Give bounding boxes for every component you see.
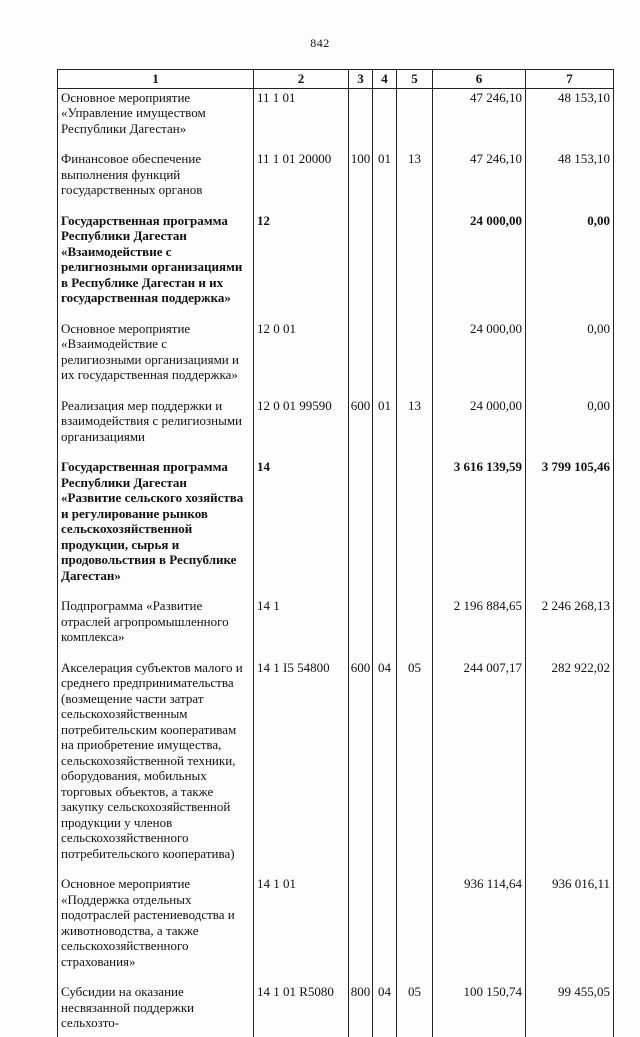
row-amount1-cell: 100 150,74	[433, 983, 526, 1037]
row-name-cell: Государственная программа Республики Дагестан «Развитие сельского хозяйства и регулирование рынков сельскохозяйственной продукции, сырья и продовольствия в Республике Дагестан»	[58, 458, 254, 597]
table-row	[58, 397, 614, 459]
row-col4-cell: 01	[373, 150, 397, 212]
row-col5-cell	[397, 597, 433, 659]
table-row	[58, 212, 614, 320]
row-amount1-cell: 24 000,00	[433, 397, 526, 459]
row-amount1-cell: 47 246,10	[433, 88, 526, 150]
row-col5-cell	[397, 212, 433, 320]
header-col-3: 3	[349, 70, 373, 89]
row-amount1-cell: 936 114,64	[433, 875, 526, 983]
row-code-cell: 14 1	[254, 597, 349, 659]
row-code-cell: 11 1 01	[254, 88, 349, 150]
table-row	[58, 320, 614, 397]
row-col4-cell: 04	[373, 983, 397, 1037]
row-col5-cell	[397, 458, 433, 597]
row-code-cell: 14	[254, 458, 349, 597]
table-row	[58, 597, 614, 659]
row-col4-cell	[373, 875, 397, 983]
row-col4-cell: 01	[373, 397, 397, 459]
row-name-cell: Финансовое обеспечение выполнения функций государственных органов	[58, 150, 254, 212]
header-col-2: 2	[254, 70, 349, 89]
row-col3-cell: 600	[349, 397, 373, 459]
row-amount1-cell: 3 616 139,59	[433, 458, 526, 597]
row-code-cell: 12 0 01 99590	[254, 397, 349, 459]
row-col5-cell	[397, 320, 433, 397]
row-name-cell: Подпрограмма «Развитие отраслей агропромышленного комплекса»	[58, 597, 254, 659]
row-name-cell: Реализация мер поддержки и взаимодействия с религиозными организациями	[58, 397, 254, 459]
row-col3-cell: 100	[349, 150, 373, 212]
row-code-cell: 12 0 01	[254, 320, 349, 397]
row-col3-cell	[349, 597, 373, 659]
row-col5-cell: 05	[397, 983, 433, 1037]
row-name-cell: Государственная программа Республики Дагестан «Взаимодействие с религиозными организациями в Республике Дагестан и их государственная поддержка»	[58, 212, 254, 320]
table-row	[58, 88, 614, 150]
budget-table	[57, 69, 614, 1037]
row-amount2-cell: 99 455,05	[526, 983, 614, 1037]
row-col4-cell: 04	[373, 659, 397, 876]
budget-table-container	[57, 69, 613, 1037]
row-amount1-cell: 24 000,00	[433, 320, 526, 397]
row-amount2-cell: 3 799 105,46	[526, 458, 614, 597]
row-code-cell: 12	[254, 212, 349, 320]
header-col-5: 5	[397, 70, 433, 89]
row-code-cell: 14 1 01	[254, 875, 349, 983]
row-col4-cell	[373, 212, 397, 320]
row-code-cell: 11 1 01 20000	[254, 150, 349, 212]
header-col-6: 6	[433, 70, 526, 89]
row-amount2-cell: 48 153,10	[526, 88, 614, 150]
row-name-cell: Основное мероприятие «Взаимодействие с религиозными организациями и их государственная поддержка»	[58, 320, 254, 397]
row-amount1-cell: 47 246,10	[433, 150, 526, 212]
row-amount2-cell: 0,00	[526, 320, 614, 397]
row-amount2-cell: 936 016,11	[526, 875, 614, 983]
table-header-row	[58, 70, 614, 89]
table-row	[58, 875, 614, 983]
page-number: 842	[310, 36, 330, 50]
row-col4-cell	[373, 597, 397, 659]
row-amount1-cell: 24 000,00	[433, 212, 526, 320]
row-amount2-cell: 282 922,02	[526, 659, 614, 876]
row-name-cell: Акселерация субъектов малого и среднего предпринимательства (возмещение части затрат сельскохозяйственным потребительским кооперативам на приобретение имущества, сельскохозяйственной техники, оборудования, мобильных торговых объектов, а также закупку сельскохозяйственной продукции у членов сельскохозяйственного потребительского кооператива)	[58, 659, 254, 876]
row-col3-cell	[349, 875, 373, 983]
row-amount1-cell: 244 007,17	[433, 659, 526, 876]
row-col3-cell: 800	[349, 983, 373, 1037]
row-col4-cell	[373, 458, 397, 597]
header-col-7: 7	[526, 70, 614, 89]
row-name-cell: Субсидии на оказание несвязанной поддержки сельхозто-	[58, 983, 254, 1037]
row-col3-cell	[349, 320, 373, 397]
table-row	[58, 983, 614, 1037]
row-col4-cell	[373, 88, 397, 150]
row-col4-cell	[373, 320, 397, 397]
row-name-cell: Основное мероприятие «Управление имуществом Республики Дагестан»	[58, 88, 254, 150]
row-amount2-cell: 0,00	[526, 397, 614, 459]
row-amount2-cell: 48 153,10	[526, 150, 614, 212]
row-col5-cell: 05	[397, 659, 433, 876]
header-col-1: 1	[58, 70, 254, 89]
row-col5-cell: 13	[397, 397, 433, 459]
table-row	[58, 659, 614, 876]
table-body	[58, 88, 614, 1037]
table-row	[58, 150, 614, 212]
row-col5-cell	[397, 88, 433, 150]
header-col-4: 4	[373, 70, 397, 89]
row-col3-cell	[349, 458, 373, 597]
row-code-cell: 14 1 I5 54800	[254, 659, 349, 876]
row-amount2-cell: 0,00	[526, 212, 614, 320]
row-code-cell: 14 1 01 R5080	[254, 983, 349, 1037]
row-col3-cell	[349, 88, 373, 150]
row-col3-cell: 600	[349, 659, 373, 876]
row-col5-cell: 13	[397, 150, 433, 212]
row-col3-cell	[349, 212, 373, 320]
row-name-cell: Основное мероприятие «Поддержка отдельных подотраслей растениеводства и животноводства, а также сельскохозяйственного страхования»	[58, 875, 254, 983]
row-amount1-cell: 2 196 884,65	[433, 597, 526, 659]
table-row	[58, 458, 614, 597]
row-amount2-cell: 2 246 268,13	[526, 597, 614, 659]
row-col5-cell	[397, 875, 433, 983]
